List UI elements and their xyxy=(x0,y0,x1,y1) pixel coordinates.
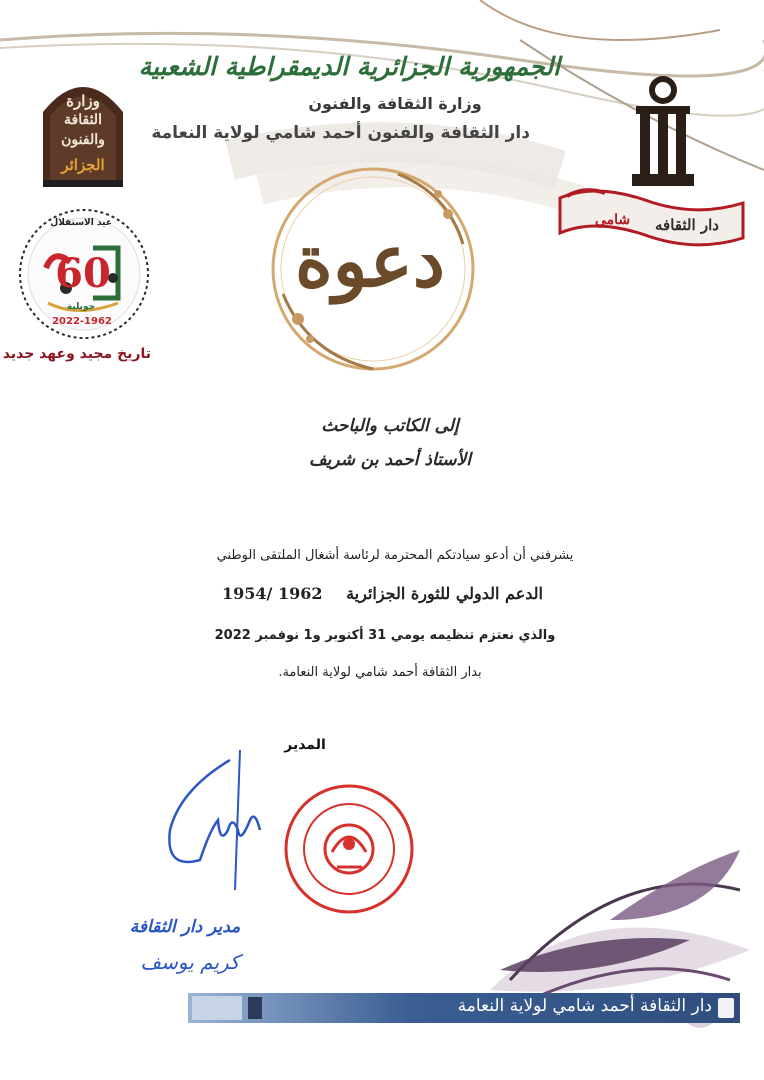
invitation-title: دعوة xyxy=(295,218,445,303)
signer-title: مدير دار الثقافة xyxy=(129,917,241,937)
anniversary-top: عيد الاستقلال xyxy=(50,218,112,228)
body-line-1: يشرفني أن أدعو سيادتكم المحترمة لرئاسة أشغال الملتقى الوطني xyxy=(216,548,574,563)
ribbon-text-right: شامي xyxy=(595,212,631,228)
footer-bar xyxy=(188,993,740,1023)
addressee-line: إلى الكاتب والباحث xyxy=(321,416,459,436)
anniversary-number: 60 xyxy=(55,250,111,297)
official-seal xyxy=(282,782,416,916)
handwritten-signature xyxy=(140,750,280,900)
anniversary-slogan: تاريخ مجيد وعهد جديد xyxy=(2,346,151,362)
anniversary-bottom: جويلية xyxy=(66,302,96,312)
republic-title: الجمهورية الجزائرية الديمقراطية الشعبية xyxy=(138,52,560,81)
footer-text: دار الثقافة أحمد شامي لولاية النعامة xyxy=(457,996,712,1016)
house-title: دار الثقافة والفنون أحمد شامي لولاية النعامة xyxy=(151,123,530,143)
ministry-logo-line1: وزارة xyxy=(66,92,100,110)
signer-name: كريم يوسف xyxy=(140,950,240,974)
house-logo xyxy=(628,72,698,192)
addressee-name: الأستاذ أحمد بن شريف xyxy=(309,450,471,470)
director-label: المدير xyxy=(284,737,326,753)
ministry-logo-line2: الثقافة xyxy=(64,112,102,128)
ministry-logo-country: الجزائر xyxy=(61,156,105,174)
event-title: الدعم الدولي للثورة الجزائرية xyxy=(346,584,543,603)
event-title-row xyxy=(205,584,560,603)
anniversary-years: 2022-1962 xyxy=(52,316,112,327)
logo-mini xyxy=(248,997,262,1019)
ministry-logo-line3: والفنون xyxy=(61,132,105,148)
building-image xyxy=(192,996,242,1020)
dates-line: والذي نعتزم تنظيمه يومي 31 أكتوبر و1 نوفمبر 2022 xyxy=(214,628,556,643)
ribbon-text-left: دار الثقافه xyxy=(655,216,719,234)
event-years: 1954/ 1962 xyxy=(222,584,323,603)
venue-line: بدار الثقافة أحمد شامي لولاية النعامة. xyxy=(278,665,482,680)
ministry-title: وزارة الثقافة والفنون xyxy=(308,94,482,113)
emblem-mini xyxy=(718,998,734,1018)
